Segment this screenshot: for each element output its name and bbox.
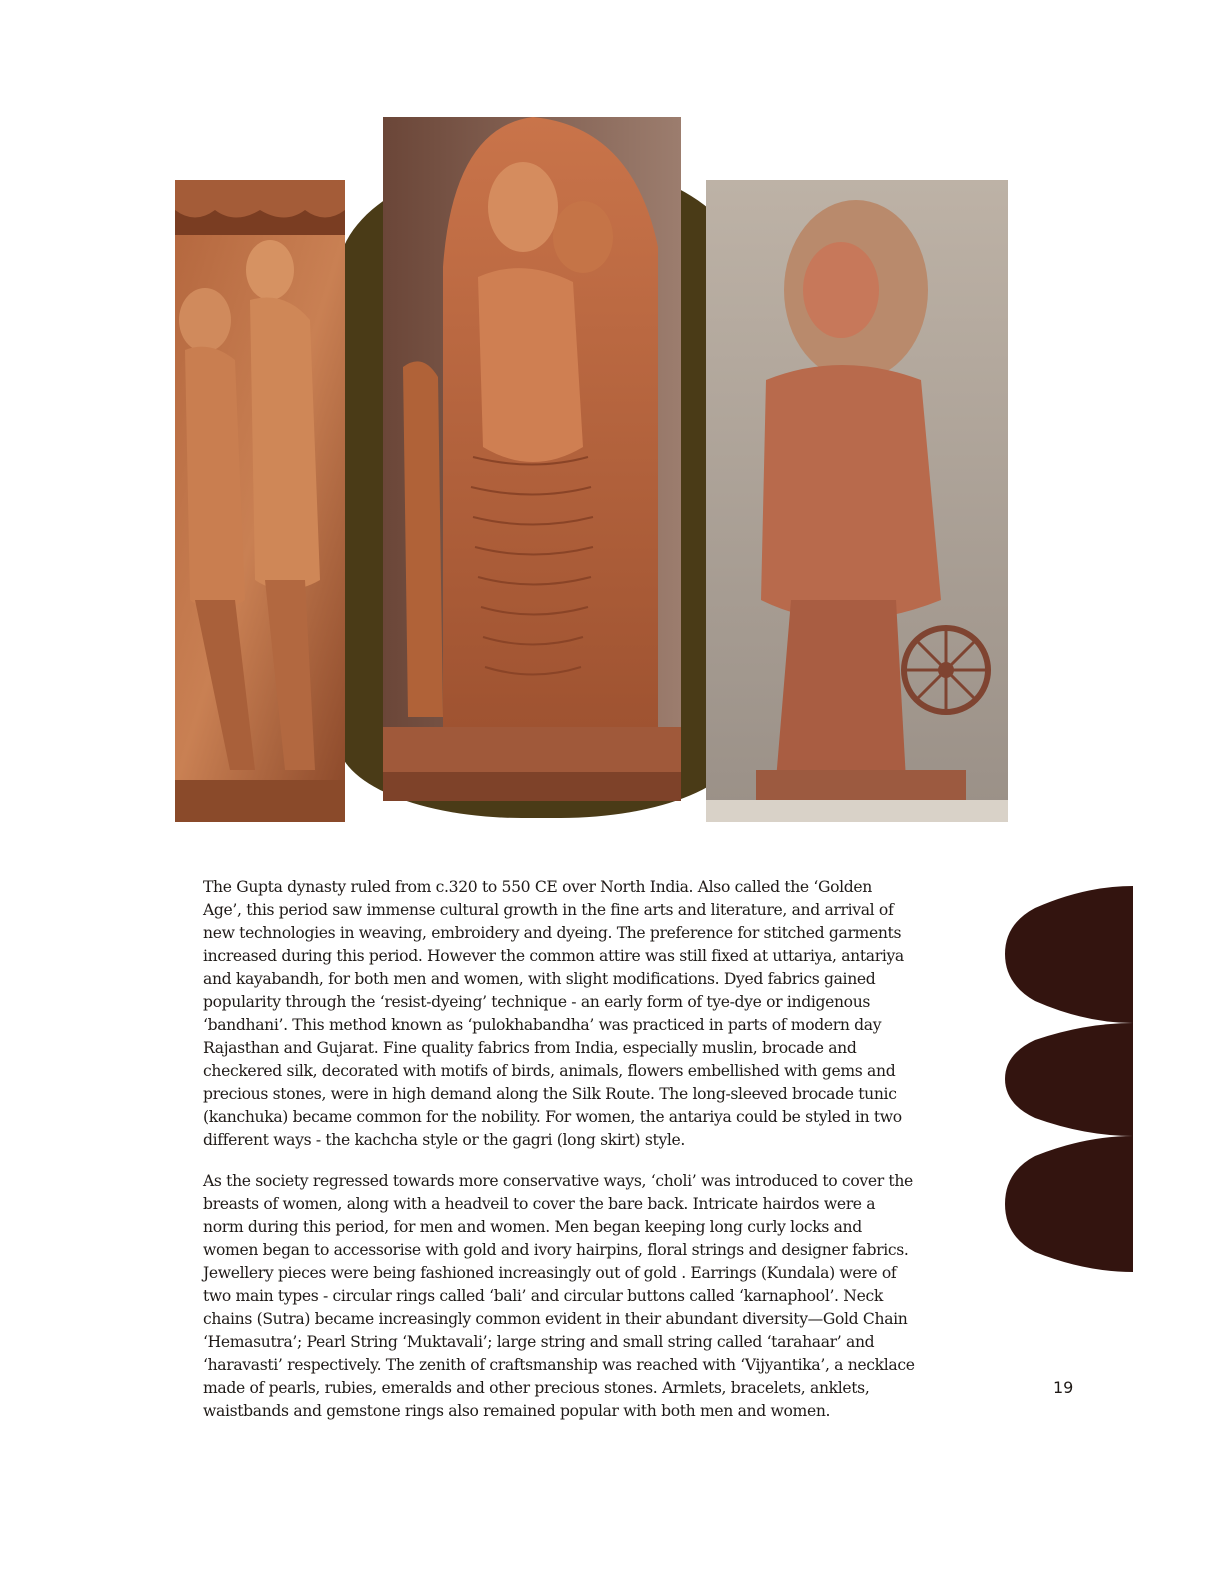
decorative-shape-2 (1005, 1023, 1133, 1136)
body-paragraph-1: The Gupta dynasty ruled from c.320 to 550 CE over North India. Also called the ‘Golden Age’, this period saw immense cultural growth in the fine arts and literature, and arrival of new technologies in weaving, embroidery and dyeing. The preference for stitched garments increased during this period. However the common attire was still fixed at uttariya, antariya and kayabandh, for both men and women, with slight modifications. Dyed fabrics gained popularity through the ‘resist-dyeing’ technique - an early form of tye-dye or indigenous ‘bandhani’. This method known as ‘pulokhabandha’ was practiced in parts of modern day Rajasthan and Gujarat. Fine quality fabrics from India, especially muslin, brocade and checkered silk, decorated with motifs of birds, animals, flowers embellished with gems and precious stones, were in high demand along the Silk Route. The long-sleeved brocade tunic (kanchuka) became common for the nobility. For women, the antariya could be styled in two different ways - the kachcha style or the gagri (long skirt) style. (203, 878, 904, 1149)
decorative-shape-3 (1005, 1136, 1133, 1272)
page-number: 19 (1053, 1378, 1074, 1397)
sculpture-yakshi-image (383, 117, 681, 801)
decorative-shape-1 (1005, 886, 1133, 1023)
body-text (203, 876, 915, 1441)
sculpture-vishnu-image (706, 180, 1008, 822)
photo-yakshi-with-pot (383, 117, 681, 801)
decorative-semicircles (1005, 886, 1133, 1272)
body-paragraph-2: As the society regressed towards more conservative ways, ‘choli’ was introduced to cover the breasts of women, along with a headveil to cover the bare back. Intricate hairdos were a norm during this period, for men and women. Men began keeping long curly locks and women began to accessorise with gold and ivory hairpins, floral strings and designer fabrics. Jewellery pieces were being fashioned increasingly out of gold . Earrings (Kundala) were of two main types - circular rings called ‘bali’ and circular buttons called ‘karnaphool’. Neck chains (Sutra) became increasingly common evident in their abundant diversity—Gold Chain ‘Hemasutra’; Pearl String ‘Muktavali’; large string and small string called ‘tarahaar’ and ‘haravasti’ respectively. The zenith of craftsmanship was reached with ‘Vijyantika’, a necklace made of pearls, rubies, emeralds and other precious stones. Armlets, bracelets, anklets, waistbands and gemstone rings also remained popular with both men and women. (203, 1172, 915, 1420)
photo-vishnu-with-chakra (706, 180, 1008, 822)
photo-relief-couple (175, 180, 345, 822)
sculpture-relief-couple-image (175, 180, 345, 822)
